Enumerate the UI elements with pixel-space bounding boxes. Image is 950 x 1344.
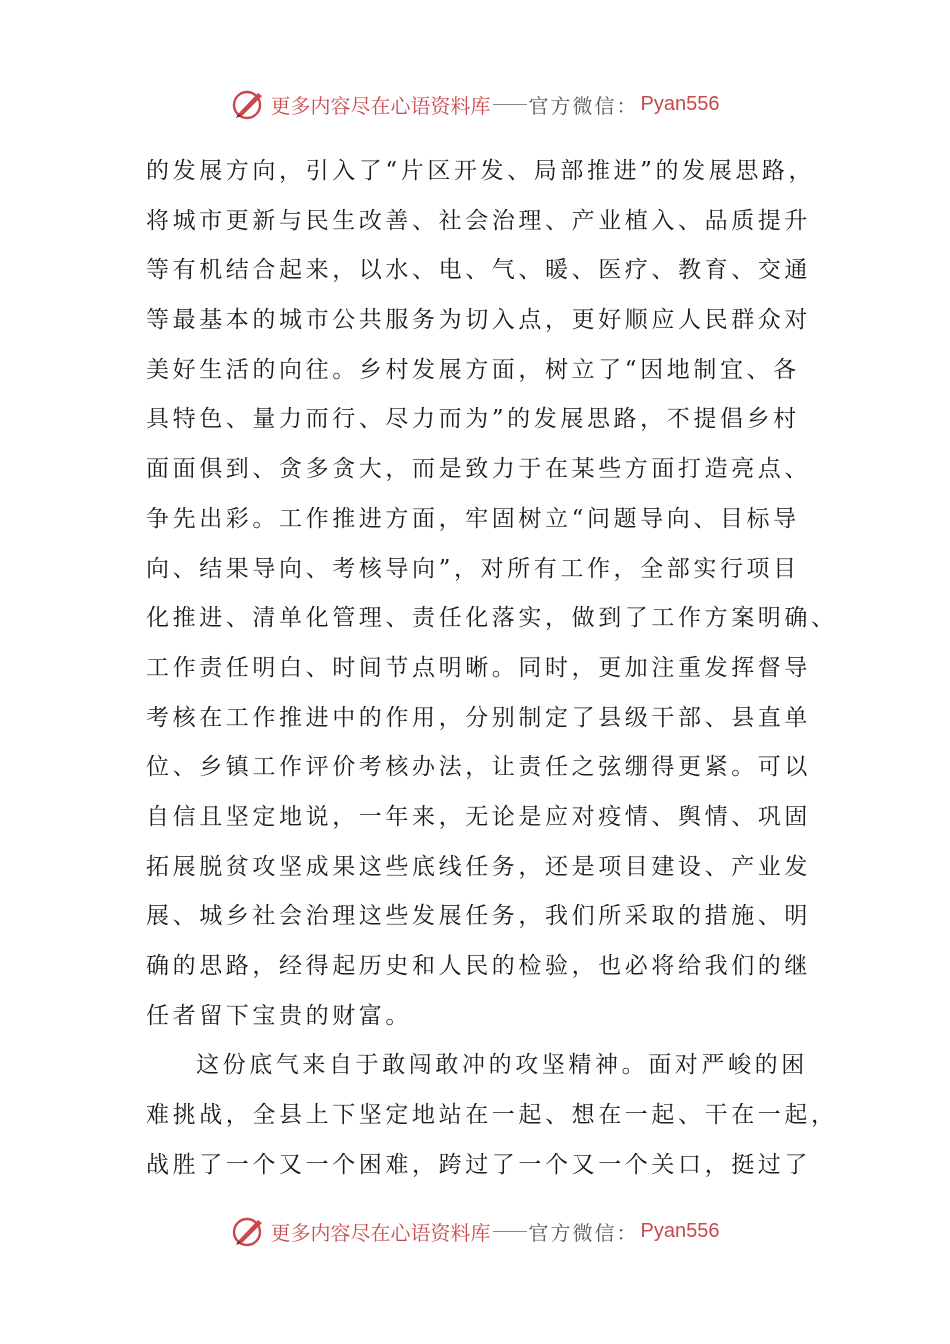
text-line: 将城市更新与民生改善、社会治理、产业植入、品质提升 — [146, 207, 811, 234]
text-line: 等最基本的城市公共服务为切入点，更好顺应人民群众对 — [146, 307, 811, 334]
text-line: 美好生活的向往。乡村发展方面，树立了“因地制宜、各 — [146, 356, 800, 383]
pen-circle-logo-icon — [231, 87, 265, 121]
text-line: 面面俱到、贪多贪大，而是致力于在某些方面打造亮点、 — [146, 456, 811, 483]
header-wechat-id: Pyan556 — [640, 92, 720, 115]
text-line: 等有机结合起来，以水、电、气、暖、医疗、教育、交通 — [146, 257, 811, 284]
text-line: 具特色、量力而行、尽力而为”的发展思路，不提倡乡村 — [146, 406, 800, 433]
header-separator — [493, 104, 527, 105]
body-text — [146, 147, 838, 1190]
text-line: 位、乡镇工作评价考核办法，让责任之弦绷得更紧。可以 — [146, 754, 811, 781]
footer-wechat-id: Pyan556 — [640, 1219, 720, 1242]
footer-separator — [493, 1231, 527, 1232]
text-line: 化推进、清单化管理、责任化落实，做到了工作方案明确、 — [146, 605, 838, 632]
pen-circle-logo-icon — [231, 1214, 265, 1248]
text-line: 向、结果导向、考核导向”，对所有工作，全部实行项目 — [146, 555, 800, 582]
paragraph-start-line: 这份底气来自于敢闯敢冲的攻坚精神。面对严峻的困 — [196, 1052, 808, 1079]
header-banner — [0, 82, 950, 126]
text-line: 确的思路，经得起历史和人民的检验，也必将给我们的继 — [146, 953, 811, 979]
header-label: 官方微信： — [528, 93, 639, 118]
footer-label: 官方微信： — [528, 1220, 639, 1245]
footer-banner — [0, 1209, 950, 1253]
text-line: 拓展脱贫攻坚成果这些底线任务，还是项目建设、产业发 — [146, 853, 811, 880]
text-line: 展、城乡社会治理这些发展任务，我们所采取的措施、明 — [146, 903, 811, 930]
text-line: 自信且坚定地说，一年来，无论是应对疫情、舆情、巩固 — [146, 803, 811, 830]
footer-title: 更多内容尽在心语资料库 — [270, 1220, 491, 1245]
header-title: 更多内容尽在心语资料库 — [270, 93, 491, 118]
text-line: 的发展方向，引入了“片区开发、局部推进”的发展思路， — [146, 158, 816, 184]
text-line: 争先出彩。工作推进方面，牢固树立“问题导向、目标导 — [146, 505, 800, 532]
text-line: 任者留下宝贵的财富。 — [146, 1002, 412, 1029]
text-line: 难挑战，全县上下坚定地站在一起、想在一起、干在一起， — [146, 1102, 838, 1129]
text-line: 考核在工作推进中的作用，分别制定了县级干部、县直单 — [146, 704, 811, 731]
text-line: 战胜了一个又一个困难，跨过了一个又一个关口，挺过了 — [146, 1151, 811, 1178]
text-line: 工作责任明白、时间节点明晰。同时，更加注重发挥督导 — [146, 654, 811, 681]
